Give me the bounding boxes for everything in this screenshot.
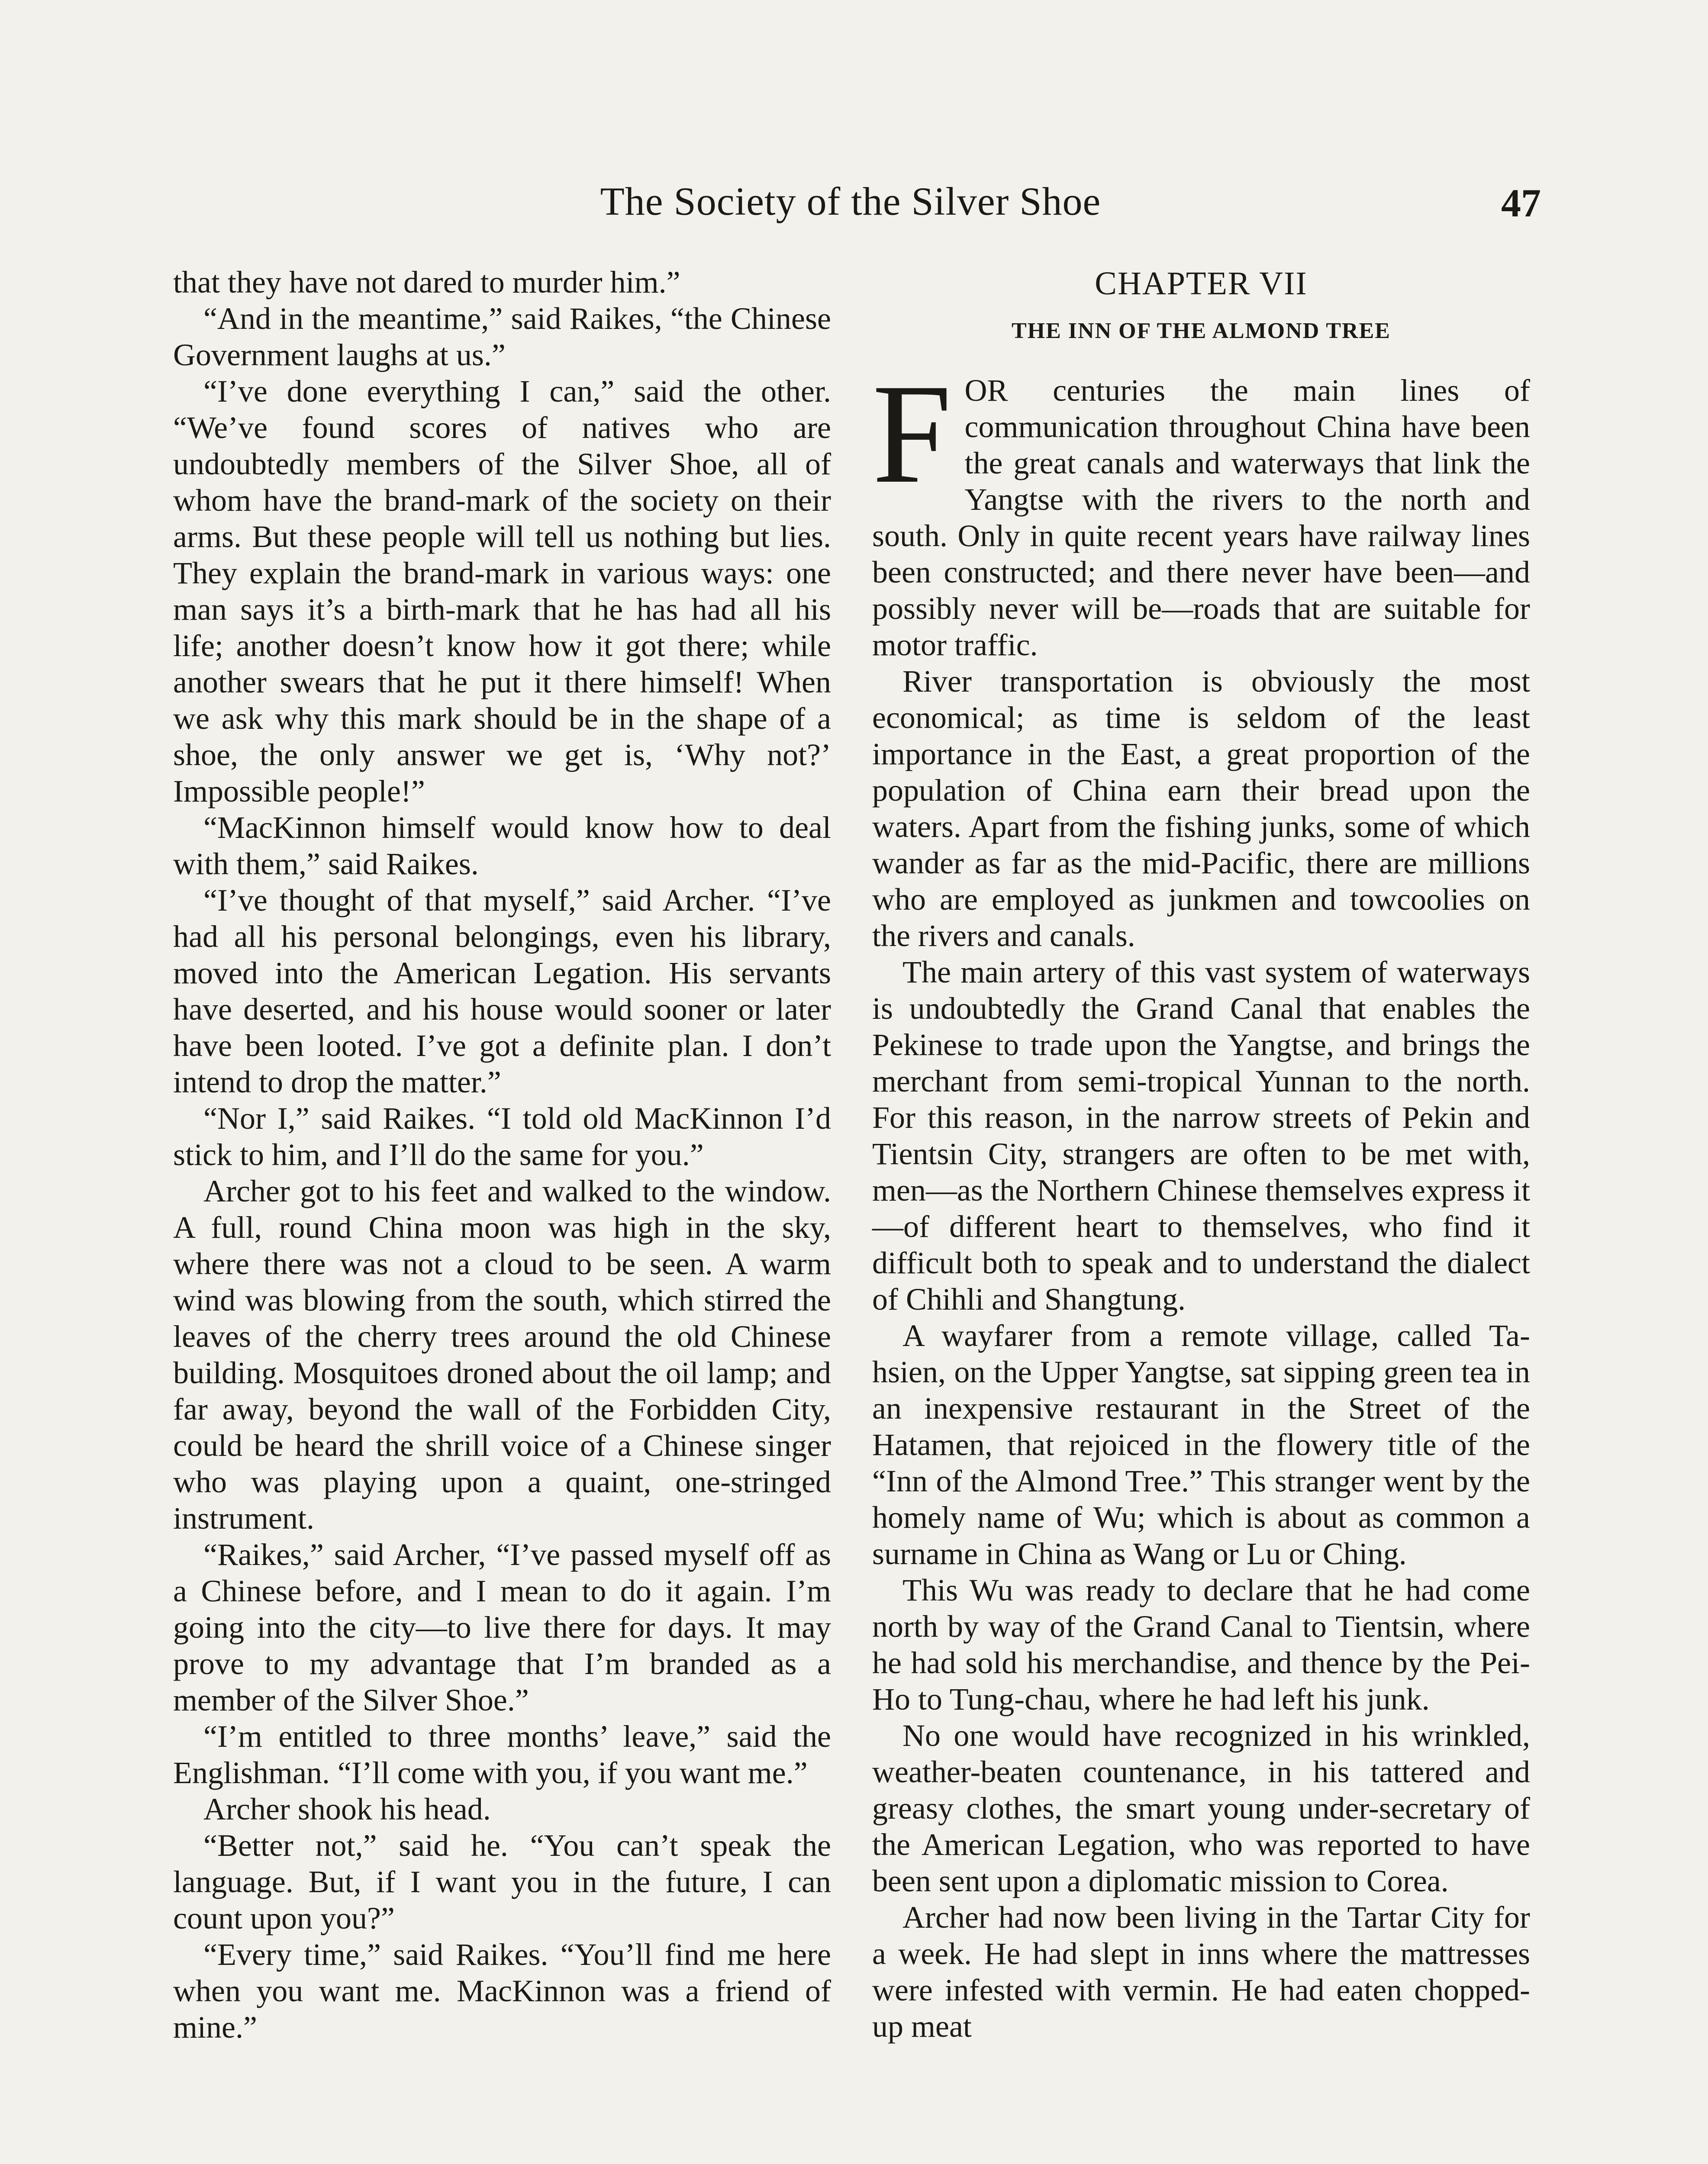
paragraph: Archer had now been living in the Tartar City for a week. He had slept in inns where the mattresses were infested with vermin. He had eaten chopped-up meat	[872, 1900, 1530, 2044]
paragraph: “I’m entitled to three months’ leave,” said the Englishman. “I’ll come with you, if you want me.”	[173, 1719, 831, 1790]
chapter-subtitle: THE INN OF THE ALMOND TREE	[1012, 319, 1391, 343]
running-header	[173, 175, 1541, 227]
paragraph: Archer shook his head.	[203, 1792, 491, 1826]
paragraph: No one would have recognized in his wrinkled, weather-beaten countenance, in his tattered and greasy clothes, the smart young under-secretary of the American Legation, who was reported to have been sent upon a diplomatic mission to Corea.	[872, 1718, 1530, 1898]
left-column	[173, 264, 831, 2045]
paragraph: This Wu was ready to declare that he had come north by way of the Grand Canal to Tientsin, where he had sold his merchandise, and thence by the Pei-Ho to Tung-chau, where he had left his junk.	[872, 1573, 1530, 1716]
paragraph: “I’ve thought of that myself,” said Archer. “I’ve had all his personal belongings, even his library, moved into the American Legation. His servants have deserted, and his house would sooner or later have been looted. I’ve got a definite plan. I don’t intend to drop the matter.”	[173, 883, 831, 1099]
paragraph: “And in the meantime,” said Raikes, “the Chinese Government laughs at us.”	[173, 301, 831, 372]
page-number: 47	[1501, 181, 1541, 225]
paragraph: A wayfarer from a remote village, called Ta-hsien, on the Upper Yangtse, sat sipping green tea in an inexpensive restaurant in the Street of the Hatamen, that rejoiced in the flowery title of the “Inn of the Almond Tree.” This stranger went by the homely name of Wu; which is about as common a surname in China as Wang or Lu or Ching.	[872, 1318, 1530, 1571]
running-title: The Society of the Silver Shoe	[600, 179, 1101, 223]
chapter-heading: CHAPTER VII	[1095, 265, 1308, 302]
first-paragraph-text: OR centuries the main lines of communication throughout China have been the great canals and waterways that link the Yangtse with the rivers to the north and south. Only in quite recent years have railway lines been constructed; and there never have been—and possibly never will be—roads that are suitable for motor traffic.	[872, 373, 1530, 662]
paragraph: that they have not dared to murder him.”	[173, 265, 680, 299]
paragraph: “MacKinnon himself would know how to deal with them,” said Raikes.	[173, 810, 831, 881]
paragraph: “I’ve done everything I can,” said the other. “We’ve found scores of natives who are undoubtedly members of the Silver Shoe, all of whom have the brand-mark of the society on their arms. But these people will tell us nothing but lies. They explain the brand-mark in various ways: one man says it’s a birth-mark that he has had all his life; another doesn’t know how it got there; while another swears that he put it there himself! When we ask why this mark should be in the shape of a shoe, the only answer we get is, ‘Why not?’ Impossible people!”	[173, 374, 831, 808]
drop-cap: F	[872, 355, 952, 513]
paragraph: “Nor I,” said Raikes. “I told old MacKinnon I’d stick to him, and I’ll do the same for you.”	[173, 1101, 831, 1172]
first-paragraph	[872, 355, 1530, 663]
paragraph: “Every time,” said Raikes. “You’ll find me here when you want me. MacKinnon was a friend of mine.”	[173, 1937, 831, 2045]
paragraph: “Better not,” said he. “You can’t speak the language. But, if I want you in the future, I can count upon you?”	[173, 1828, 831, 1935]
paragraph: The main artery of this vast system of waterways is undoubtedly the Grand Canal that enables the Pekinese to trade upon the Yangtse, and brings the merchant from semi-tropical Yunnan to the north. For this reason, in the narrow streets of Pekin and Tientsin City, strangers are often to be met with, men—as the Northern Chinese themselves express it—of different heart to themselves, who find it difficult both to speak and to understand the dialect of Chihli and Shangtung.	[872, 955, 1530, 1317]
right-column	[872, 264, 1530, 2045]
paragraph: Archer got to his feet and walked to the window. A full, round China moon was high in the sky, where there was not a cloud to be seen. A warm wind was blowing from the south, which stirred the leaves of the cherry trees around the old Chinese building. Mosquitoes droned about the oil lamp; and far away, beyond the wall of the Forbidden City, could be heard the shrill voice of a Chinese singer who was playing upon a quaint, one-stringed instrument.	[173, 1174, 831, 1536]
paragraph: “Raikes,” said Archer, “I’ve passed myself off as a Chinese before, and I mean to do it again. I’m going into the city—to live there for days. It may prove to my advantage that I’m branded as a member of the Silver Shoe.”	[173, 1537, 831, 1717]
paragraph: River transportation is obviously the most economical; as time is seldom of the least importance in the East, a great proportion of the population of China earn their bread upon the waters. Apart from the fishing junks, some of which wander as far as the mid-Pacific, there are millions who are employed as junkmen and towcoolies on the rivers and canals.	[872, 664, 1530, 953]
